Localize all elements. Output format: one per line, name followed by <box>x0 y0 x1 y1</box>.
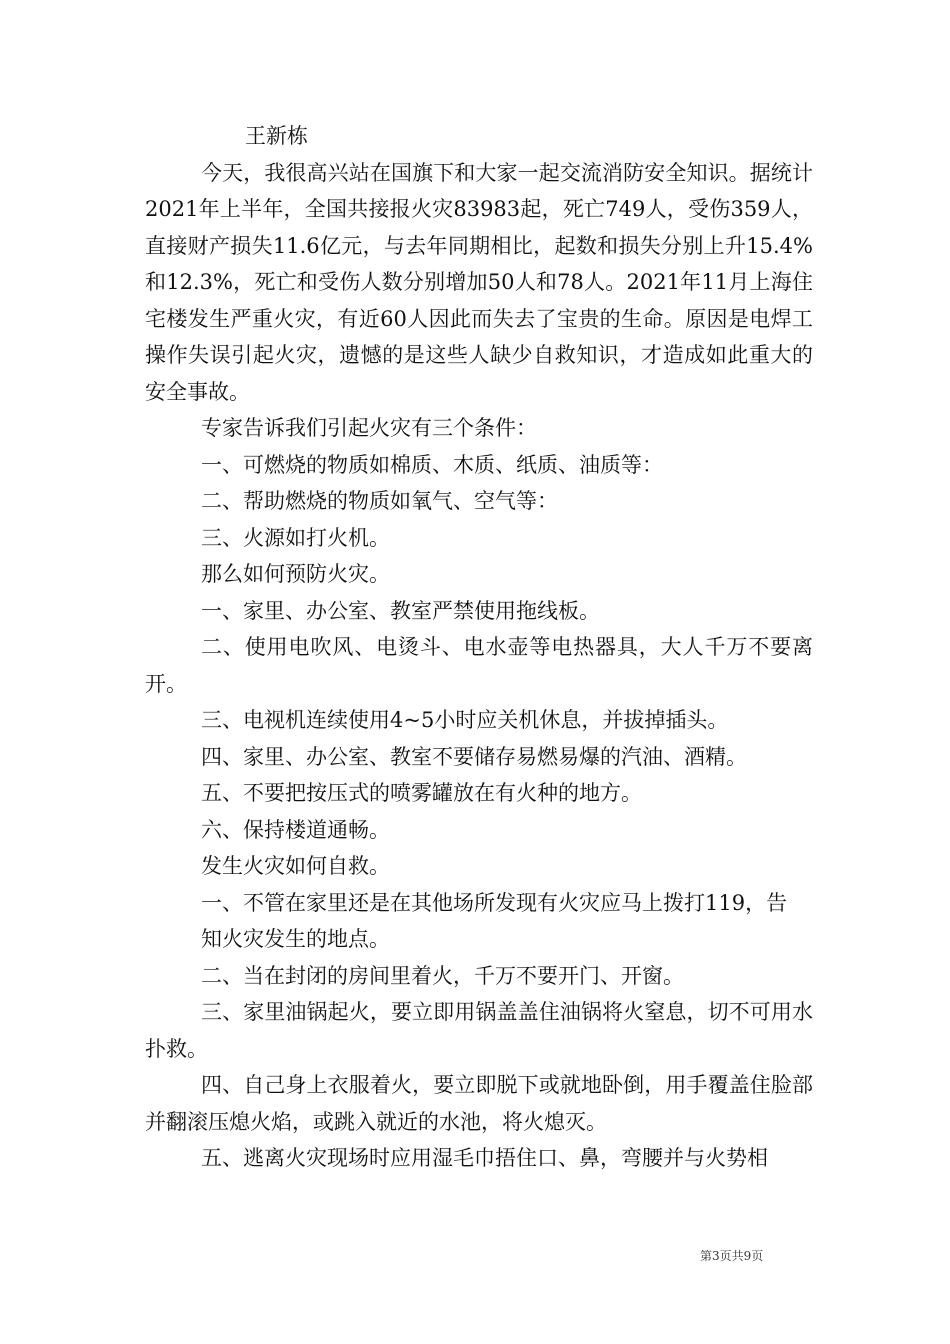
paragraph-prevention-5: 五、不要把按压式的喷雾罐放在有火种的地方。 <box>201 781 642 805</box>
paragraph-prevention-3: 三、电视机连续使用4~5小时应关机休息，并拔掉插头。 <box>201 708 729 732</box>
paragraph-prevention-heading: 那么如何预防火灾。 <box>201 562 390 586</box>
paragraph-selfrescue-heading: 发生火灾如何自救。 <box>201 854 390 878</box>
paragraph-selfrescue-1: 一、不管在家里还是在其他场所发现有火灾应马上拨打119，告 <box>201 890 788 915</box>
paragraph-intro: 今天，我很高兴站在国旗下和大家一起交流消防安全知识。据统计2021年上半年，全国共接报火灾83983起，死亡749人，受伤359人，直接财产损失11.6亿元，与去年同期相比，起数和损失分别上升15.4%和12.3%，死亡和受伤人数分别增加50人和78人。2021年11月上海住宅楼发生严重火灾，有近60人因此而失去了宝贵的生命。原因是电焊工操作失误引起火灾，遗憾的是这些人缺少自救知识，才造成如此重大的安全事故。 <box>145 160 813 404</box>
paragraph-condition-3: 三、火源如打火机。 <box>201 525 390 550</box>
paragraph-selfrescue-4: 四、自己身上衣服着火，要立即脱下或就地卧倒，用手覆盖住脸部并翻滚压熄火焰，或跳入就近的水池，将火熄灭。 <box>145 1073 813 1134</box>
paragraph-selfrescue-1-cont: 知火灾发生的地点。 <box>201 927 390 951</box>
paragraph-prevention-1: 一、家里、办公室、教室严禁使用拖线板。 <box>201 598 600 623</box>
paragraph-prevention-4: 四、家里、办公室、教室不要储存易燃易爆的汽油、酒精。 <box>201 744 747 769</box>
paragraph-prevention-2: 二、使用电吹风、电烫斗、电水壶等电热器具，大人千万不要离开。 <box>145 635 813 696</box>
paragraph-selfrescue-3: 三、家里油锅起火，要立即用锅盖盖住油锅将火窒息，切不可用水扑救。 <box>145 1000 813 1061</box>
paragraph-condition-2: 二、帮助燃烧的物质如氧气、空气等： <box>201 489 558 513</box>
paragraph-prevention-6: 六、保持楼道通畅。 <box>201 817 390 842</box>
page-number: 第3页共9页 <box>700 1249 764 1263</box>
paragraph-condition-1: 一、可燃烧的物质如棉质、木质、纸质、油质等： <box>201 452 663 477</box>
paragraph-selfrescue-2: 二、当在封闭的房间里着火，千万不要开门、开窗。 <box>201 963 684 988</box>
author-name: 王新栋 <box>245 124 308 148</box>
paragraph-selfrescue-5: 五、逃离火灾现场时应用湿毛巾捂住口、鼻，弯腰并与火势相 <box>201 1146 768 1170</box>
paragraph-conditions-heading: 专家告诉我们引起火灾有三个条件： <box>201 416 537 440</box>
document-body <box>145 118 813 1177</box>
